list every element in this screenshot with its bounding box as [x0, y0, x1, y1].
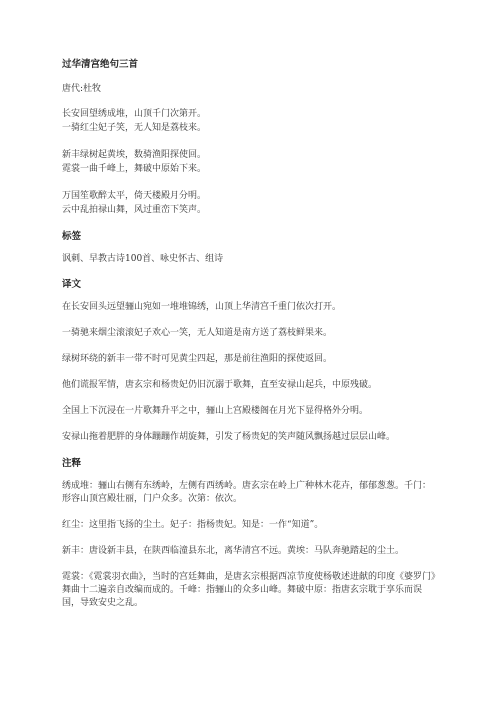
poem-line: 长安回望绣成堆，山顶千门次第开。 [62, 109, 207, 119]
notes-paragraph: 新丰：唐设新丰县，在陕西临潼县东北，离华清宫不远。黄埃：马队奔驰踏起的尘土。 [62, 546, 405, 556]
notes-paragraph: 霓裳：《霓裳羽衣曲》，当时的宫廷舞曲，是唐玄宗根据西凉节度使杨敬述进献的印度《婆罗门》舞曲十二遍亲自改编而成的。千峰：指骊山的众多山峰。舞破中原：指唐玄宗耽于享乐而误国，导致安史之乱。 [62, 572, 436, 608]
translation-paragraph: 他们谎报军情，唐玄宗和杨贵妃仍旧沉溺于歌舞，直至安禄山起兵，中原残破。 [62, 380, 378, 390]
tags-list: 讽刺、早教古诗100首、咏史怀古、组诗 [62, 254, 224, 264]
translation-paragraph: 一骑驰来烟尘滚滚妃子欢心一笑，无人知道是南方送了荔枝鲜果来。 [62, 328, 333, 338]
poem-line: 万国笙歌醉太平，倚天楼殿月分明。 [62, 191, 207, 201]
tags-heading: 标签 [62, 231, 82, 242]
poem-stanza-2 [62, 148, 436, 176]
poem-author: 唐代:杜牧 [62, 84, 102, 94]
poem-line: 云中乱拍禄山舞，风过重峦下笑声。 [62, 205, 207, 215]
notes-paragraph: 绣成堆：骊山右侧有东绣岭，左侧有西绣岭。唐玄宗在岭上广种林木花卉，郁郁葱葱。千门：形容山顶宫殿壮丽，门户众多。次第：依次。 [62, 481, 432, 504]
notes-heading: 注释 [62, 458, 82, 469]
poem-line: 新丰绿树起黄埃，数骑渔阳探使回。 [62, 150, 207, 160]
translation-paragraph: 在长安回头远望骊山宛如一堆堆锦绣，山顶上华清宫千重门依次打开。 [62, 302, 342, 312]
translation-paragraph: 安禄山拖着肥胖的身体蹦蹦作胡旋舞，引发了杨贵妃的笑声随风飘扬越过层层山峰。 [62, 432, 396, 442]
translation-paragraph: 全国上下沉浸在一片歌舞升平之中，骊山上宫殿楼阁在月光下显得格外分明。 [62, 406, 369, 416]
poem-stanza-3 [62, 189, 436, 217]
poem-line: 一骑红尘妃子笑，无人知是荔枝来。 [62, 123, 207, 133]
notes-paragraph: 红尘：这里指飞扬的尘土。妃子：指杨贵妃。知是：一作“知道”。 [62, 520, 324, 530]
translation-heading: 译文 [62, 279, 82, 290]
document-page [62, 58, 436, 623]
poem-title: 过华清宫绝句三首 [62, 59, 139, 70]
poem-line: 霓裳一曲千峰上，舞破中原始下来。 [62, 164, 207, 174]
poem-stanza-1 [62, 107, 436, 135]
translation-paragraph: 绿树环绕的新丰一带不时可见黄尘四起，那是前往渔阳的探使返回。 [62, 354, 333, 364]
